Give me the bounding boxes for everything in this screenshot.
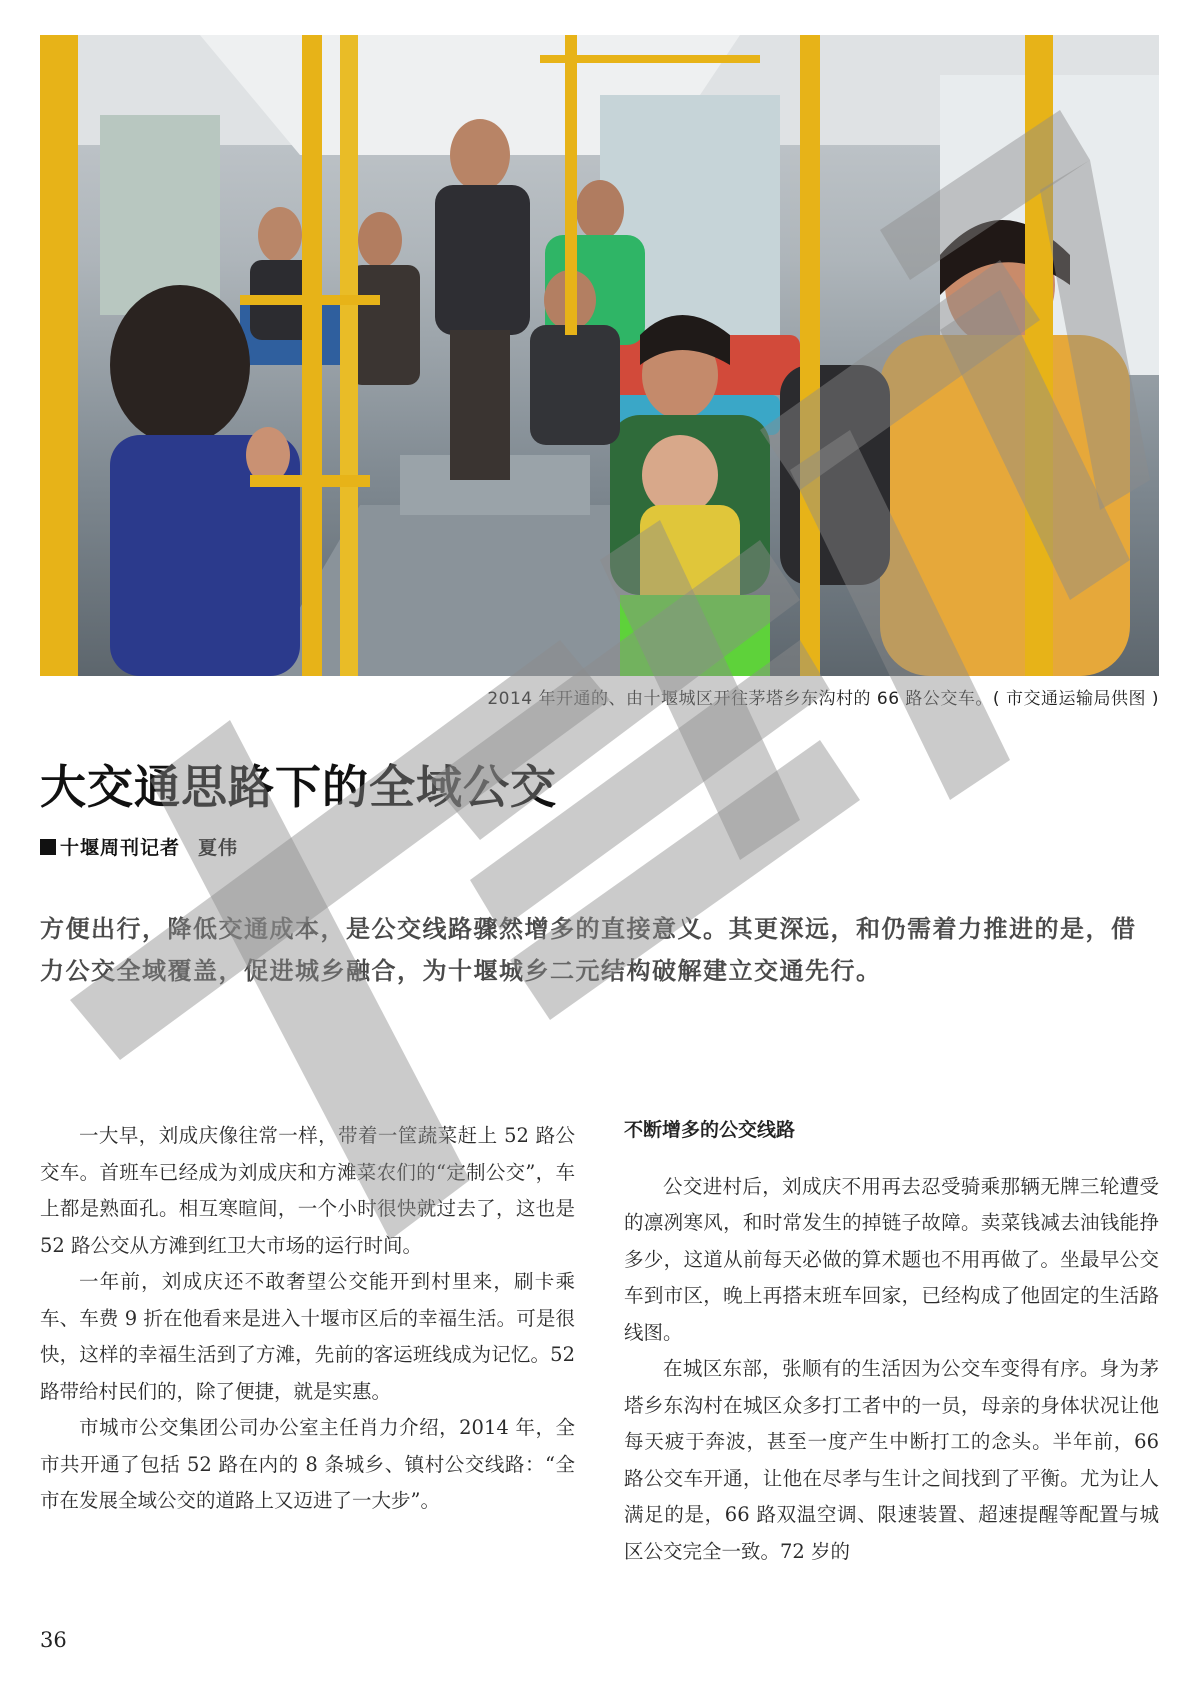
body-paragraph: 在城区东部，张顺有的生活因为公交车变得有序。身为茅塔乡东沟村在城区众多打工者中的一员，母亲的身体状况让他每天疲于奔波，甚至一度产生中断打工的念头。半年前，66 路公交车开通，让他在尽孝与生计之间找到了平衡。尤为让人满足的是，66 路双温空调、限速装置、超速提醒等配置与城区公交完全一致。72 岁的 [624, 1357, 1159, 1563]
section-subheading: 不断增多的公交线路 [624, 1119, 796, 1141]
body-paragraph: 市城市公交集团公司办公室主任肖力介绍，2014 年，全市共开通了包括 52 路在内的 8 条城乡、镇村公交线路：“全市在发展全域公交的道路上又迈进了一大步”。 [40, 1416, 575, 1512]
article-title: 大交通思路下的全域公交 [40, 760, 557, 814]
body-paragraph: 一大早，刘成庆像往常一样，带着一筐蔬菜赶上 52 路公交车。首班车已经成为刘成庆和方滩菜农们的“定制公交”，车上都是熟面孔。相互寒暄间，一个小时很快就过去了，这也是 52 路公交从方滩到红卫大市场的运行时间。 [40, 1124, 575, 1257]
article-lead: 方便出行，降低交通成本，是公交线路骤然增多的直接意义。其更深远，和仍需着力推进的是，借力公交全域覆盖，促进城乡融合，为十堰城乡二元结构破解建立交通先行。 [40, 915, 1137, 985]
left-column [40, 1118, 575, 1520]
byline-prefix: 十堰周刊记者 [60, 837, 181, 859]
page-number: 36 [40, 1628, 67, 1652]
right-column [624, 1090, 1159, 1570]
byline-author: 夏伟 [198, 837, 239, 859]
photo-caption: 2014 年开通的、由十堰城区开往茅塔乡东沟村的 66 路公交车。( 市交通运输局供图 ) [487, 689, 1159, 709]
body-paragraph: 一年前，刘成庆还不敢奢望公交能开到村里来，刷卡乘车、车费 9 折在他看来是进入十堰市区后的幸福生活。可是很快，这样的幸福生活到了方滩，先前的客运班线成为记忆。52 路带给村民们的，除了便捷，就是实惠。 [40, 1270, 575, 1403]
bus-interior-photo [40, 35, 1159, 676]
byline [40, 833, 238, 860]
body-paragraph: 公交进村后，刘成庆不用再去忍受骑乘那辆无牌三轮遭受的凛冽寒风，和时常发生的掉链子故障。卖菜钱减去油钱能挣多少，这道从前每天必做的算术题也不用再做了。坐最早公交车到市区，晚上再搭末班车回家，已经构成了他固定的生活路线图。 [624, 1174, 1159, 1344]
bus-scene-illustration [40, 35, 1159, 676]
byline-square-icon [40, 839, 56, 855]
